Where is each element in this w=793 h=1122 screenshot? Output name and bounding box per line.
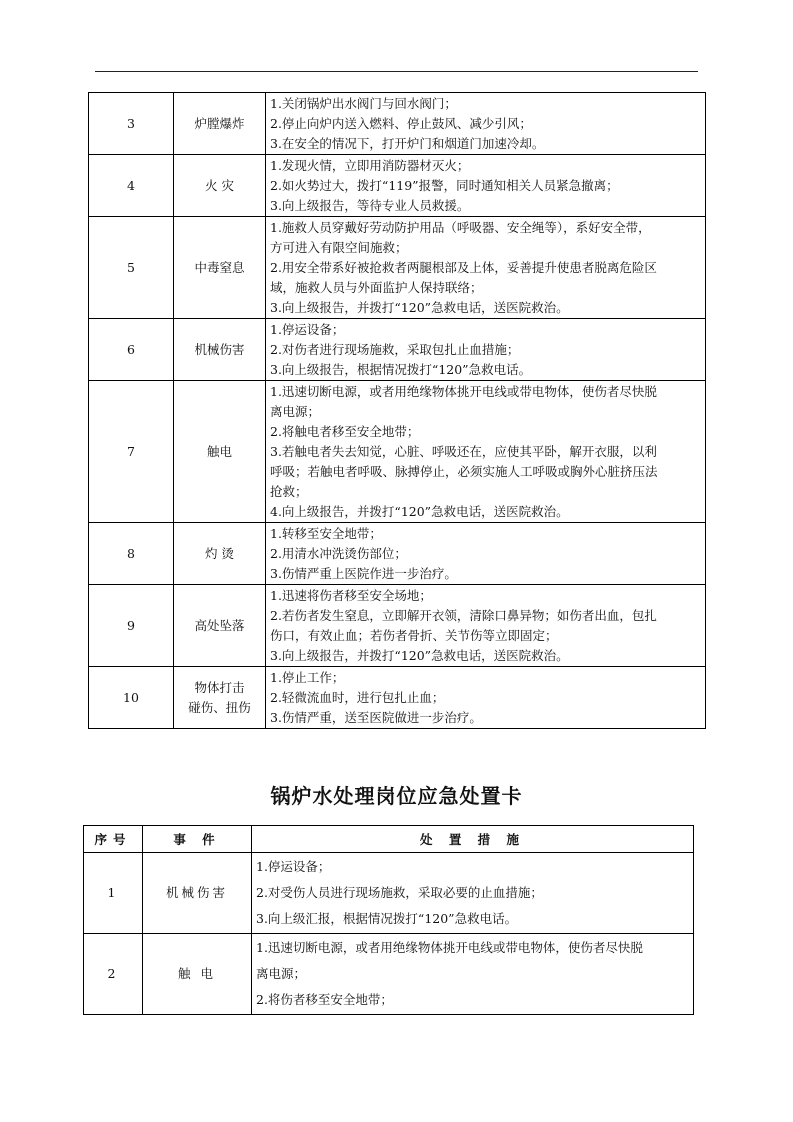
measure-line: 抢救； — [270, 484, 308, 499]
measure-line: 3.向上级报告，并拨打“120”急救电话，送医院救治。 — [270, 648, 569, 663]
row-measures — [266, 381, 706, 523]
measure-line: 1.停运设备； — [256, 859, 331, 874]
row-number: 2 — [84, 934, 143, 1015]
measure-line: 3.伤情严重，送至医院做进一步治疗。 — [270, 710, 482, 725]
measure-line: 2.停止向炉内送入燃料、停止鼓风、减少引风； — [270, 116, 532, 131]
row-event — [174, 319, 266, 381]
event-line: 火 灾 — [205, 178, 234, 193]
row-event — [174, 217, 266, 319]
table-row — [89, 585, 706, 667]
row-number: 3 — [89, 93, 174, 155]
table-row — [89, 155, 706, 217]
measure-line: 1.转移至安全地带； — [270, 526, 382, 541]
row-measures — [266, 523, 706, 585]
row-number: 8 — [89, 523, 174, 585]
row-measures — [252, 853, 694, 934]
row-measures — [252, 934, 694, 1015]
measure-line: 3.向上级报告，等待专业人员救援。 — [270, 198, 470, 213]
header-event: 事 件 — [143, 826, 252, 853]
row-measures — [266, 155, 706, 217]
measure-line: 1.迅速切断电源，或者用绝缘物体挑开电线或带电物体，使伤者尽快脱 — [256, 940, 643, 955]
event-line: 机械伤害 — [194, 342, 245, 357]
row-measures — [266, 217, 706, 319]
row-number: 4 — [89, 155, 174, 217]
table-header-row — [84, 826, 694, 853]
row-measures — [266, 585, 706, 667]
row-event — [143, 934, 252, 1015]
row-number: 5 — [89, 217, 174, 319]
row-event — [174, 381, 266, 523]
measure-line: 1.迅速将伤者移至安全场地； — [270, 588, 432, 603]
measure-line: 3.向上级报告，根据情况拨打“120”急救电话。 — [270, 362, 532, 377]
header-rule — [95, 71, 698, 72]
measure-line: 3.向上级报告，并拨打“120”急救电话，送医院救治。 — [270, 300, 569, 315]
measure-line: 1.停运设备； — [270, 322, 345, 337]
event-line: 灼 烫 — [205, 546, 234, 561]
table-row — [89, 381, 706, 523]
section-title: 锅炉水处理岗位应急处置卡 — [270, 784, 523, 808]
measure-line: 1.发现火情，立即用消防器材灭火； — [270, 158, 470, 173]
measure-line: 呼吸；若触电者呼吸、脉搏停止，必须实施人工呼吸或胸外心脏挤压法 — [270, 464, 658, 479]
table-row — [89, 319, 706, 381]
event-line: 中毒窒息 — [194, 260, 245, 275]
measure-line: 域，施救人员与外面监护人保持联络； — [270, 280, 483, 295]
event-line: 高处坠落 — [194, 618, 245, 633]
measure-line: 1.停止工作； — [270, 670, 345, 685]
table-row — [89, 523, 706, 585]
measure-line: 4.向上级报告，并拨打“120”急救电话，送医院救治。 — [270, 504, 569, 519]
row-measures — [266, 93, 706, 155]
measure-line: 2.将触电者移至安全地带； — [270, 424, 420, 439]
measure-line: 3.伤情严重上医院作进一步治疗。 — [270, 566, 457, 581]
measure-line: 2.用安全带系好被抢救者两腿根部及上体，妥善提升使患者脱离危险区 — [270, 260, 657, 275]
measure-line: 2.将伤者移至安全地带； — [256, 992, 393, 1007]
measure-line: 1.关闭锅炉出水阀门与回水阀门； — [270, 96, 457, 111]
event-line: 炉膛爆炸 — [194, 116, 245, 131]
row-number: 1 — [84, 853, 143, 934]
measure-line: 3.在安全的情况下，打开炉门和烟道门加速冷却。 — [270, 136, 545, 151]
row-event — [174, 667, 266, 729]
measure-line: 离电源； — [270, 404, 321, 419]
row-number: 7 — [89, 381, 174, 523]
table-row — [89, 93, 706, 155]
measure-line: 1.施救人员穿戴好劳动防护用品（呼吸器、安全绳等），系好安全带， — [270, 220, 651, 235]
row-event — [174, 93, 266, 155]
measure-line: 离电源； — [256, 966, 307, 981]
table-row — [89, 217, 706, 319]
measure-line: 2.对伤者进行现场施救，采取包扎止血措施； — [270, 342, 520, 357]
measure-line: 2.若伤者发生窒息，立即解开衣领，清除口鼻异物；如伤者出血，包扎 — [270, 608, 657, 623]
event-line: 机械伤害 — [165, 885, 228, 900]
water-treatment-emergency-card-table — [83, 825, 694, 1015]
event-line: 物体打击 — [194, 680, 245, 695]
measure-line: 方可进入有限空间施救； — [270, 240, 408, 255]
measure-line: 3.若触电者失去知觉，心脏、呼吸还在，应使其平卧，解开衣服，以利 — [270, 444, 657, 459]
row-number: 9 — [89, 585, 174, 667]
event-line: 碰伤、扭伤 — [188, 700, 251, 715]
row-measures — [266, 319, 706, 381]
row-event — [174, 155, 266, 217]
row-event — [174, 523, 266, 585]
event-line: 触电 — [206, 444, 232, 459]
table-row — [84, 853, 694, 934]
measure-line: 2.用清水冲洗烫伤部位； — [270, 546, 407, 561]
measure-line: 2.轻微流血时，进行包扎止血； — [270, 690, 445, 705]
measure-line: 1.迅速切断电源，或者用绝缘物体挑开电线或带电物体，使伤者尽快脱 — [270, 384, 657, 399]
header-no: 序号 — [84, 826, 143, 853]
row-number: 10 — [89, 667, 174, 729]
measure-line: 2.如火势过大，拨打“119”报警，同时通知相关人员紧急撤离； — [270, 178, 619, 193]
header-measures: 处 置 措 施 — [252, 826, 694, 853]
emergency-measures-table — [88, 92, 706, 729]
measure-line: 伤口，有效止血；若伤者骨折、关节伤等立即固定； — [270, 628, 558, 643]
measure-line: 3.向上级汇报，根据情况拨打“120”急救电话。 — [256, 911, 518, 926]
row-measures — [266, 667, 706, 729]
event-line: 触 电 — [178, 966, 216, 981]
row-event — [143, 853, 252, 934]
table-row — [84, 934, 694, 1015]
row-event — [174, 585, 266, 667]
measure-line: 2.对受伤人员进行现场施救，采取必要的止血措施； — [256, 885, 543, 900]
row-number: 6 — [89, 319, 174, 381]
table-row — [89, 667, 706, 729]
